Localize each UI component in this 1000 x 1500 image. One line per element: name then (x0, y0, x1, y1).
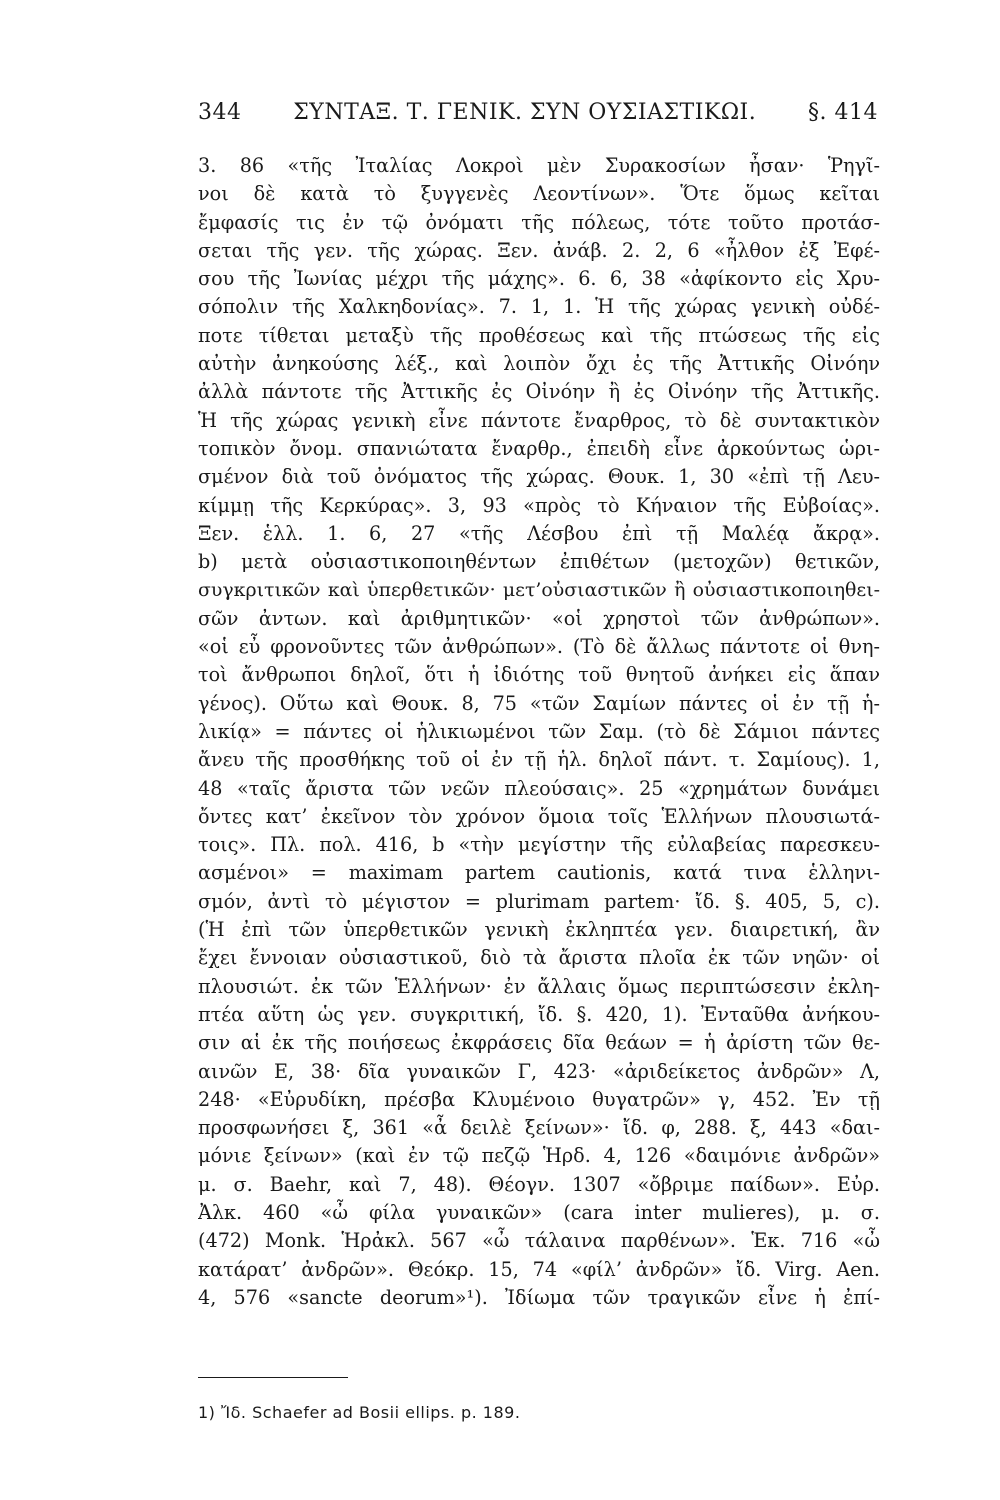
page-number: 344 (198, 100, 242, 125)
text-line: νοι δὲ κατὰ τὸ ξυγγενὲς Λεοντίνων». Ὅτε ὅμως κεῖται (198, 182, 880, 206)
text-line: προσφωνήσει ξ, 361 «ἆ δειλὲ ξείνων»· ἴδ. φ, 288. ξ, 443 «δαι- (198, 1116, 880, 1140)
text-line: 248· «Εὐρυδίκη, πρέσβα Κλυμένοιο θυγατρῶν» γ, 452. Ἐν τῇ (198, 1087, 880, 1111)
text-line: Ἡ τῆς χώρας γενικὴ εἶνε πάντοτε ἔναρθρος, τὸ δὲ συντακτικὸν (198, 408, 880, 432)
text-line: ποτε τίθεται μεταξὺ τῆς προθέσεως καὶ τῆς πτώσεως τῆς εἰς (198, 323, 880, 347)
text-line: ὄντες κατ’ ἐκεῖνον τὸν χρόνον ὅμοια τοῖς Ἑλλήνων πλουσιωτά- (198, 804, 880, 828)
section-number: §. 414 (808, 100, 878, 125)
text-line: (Ἡ ἐπὶ τῶν ὑπερθετικῶν γενικὴ ἐκληπτέα γεν. διαιρετική, ἂν (198, 918, 880, 942)
footnote: 1) Ἴδ. Schaefer ad Bosii ellips. p. 189. (198, 1403, 521, 1422)
text-line: πλουσιώτ. ἐκ τῶν Ἑλλήνων· ἐν ἄλλαις ὅμως περιπτώσεσιν ἐκλη- (198, 974, 880, 998)
text-line: Ἀλκ. 460 «ὦ φίλα γυναικῶν» (cara inter mulieres), μ. σ. (198, 1200, 880, 1224)
text-line: ασμένοι» = maximam partem cautionis, κατά τινα ἑλληνι- (198, 861, 880, 885)
text-line: μόνιε ξείνων» (καὶ ἐν τῷ πεζῷ Ἡρδ. 4, 126 «δαιμόνιε ἀνδρῶν» (198, 1144, 880, 1168)
running-title: ΣΥΝΤΑΞ. Τ. ΓΕΝΙΚ. ΣΥΝ ΟΥΣΙΑΣΤΙΚΩΙ. (293, 100, 757, 125)
text-line: κατάρατ’ ἀνδρῶν». Θεόκρ. 15, 74 «φίλ’ ἀνδρῶν» ἴδ. Virg. Aen. (198, 1257, 880, 1281)
text-line: σμόν, ἀντὶ τὸ μέγιστον = plurimam partem· ἴδ. §. 405, 5, c). (198, 889, 880, 913)
text-line: μ. σ. Baehr, καὶ 7, 48). Θέογν. 1307 «ὄβριμε παίδων». Εὐρ. (198, 1172, 880, 1196)
text-line: 3. 86 «τῆς Ἰταλίας Λοκροὶ μὲν Συρακοσίων ἦσαν· Ῥηγῖ- (198, 154, 880, 177)
text-line: σου τῆς Ἰωνίας μέχρι τῆς μάχης». 6. 6, 38 «ἀφίκοντο εἰς Χρυ- (198, 267, 880, 291)
text-line: τοπικὸν ὄνομ. σπανιώτατα ἔναρθρ., ἐπειδὴ εἶνε ἀρκούντως ὡρι- (198, 436, 880, 460)
text-line: ἀλλὰ πάντοτε τῆς Ἀττικῆς ἐς Οἰνόην ἢ ἐς Οἰνόην τῆς Ἀττικῆς. (198, 380, 880, 404)
text-line: 4, 576 «sancte deorum»¹). Ἰδίωμα τῶν τραγικῶν εἶνε ἡ ἐπί- (198, 1285, 880, 1309)
text-line: σόπολιν τῆς Χαλκηδονίας». 7. 1, 1. Ἡ τῆς χώρας γενικὴ οὐδέ- (198, 295, 880, 319)
text-line: σιν αἱ ἐκ τῆς ποιήσεως ἐκφράσεις δῖα θεάων = ἡ ἀρίστη τῶν θε- (198, 1031, 880, 1055)
text-line: αινῶν Ε, 38· δῖα γυναικῶν Γ, 423· «ἀριδείκετος ἀνδρῶν» Λ, (198, 1059, 880, 1083)
page-header (198, 100, 878, 125)
text-line: ἄνευ τῆς προσθήκης τοῦ οἱ ἐν τῇ ἡλ. δηλοῖ πάντ. τ. Σαμίους). 1, (198, 748, 880, 772)
text-line: πτέα αὕτη ὡς γεν. συγκριτική, ἴδ. §. 420, 1). Ἐνταῦθα ἀνήκου- (198, 1002, 880, 1026)
text-line: κίμμῃ τῆς Κερκύρας». 3, 93 «πρὸς τὸ Κήναιον τῆς Εὐβοίας». (198, 493, 880, 517)
text-line: ἔχει ἔννοιαν οὐσιαστικοῦ, διὸ τὰ ἄριστα πλοῖα ἐκ τῶν νηῶν· οἱ (198, 946, 880, 970)
text-line: Ξεν. ἑλλ. 1. 6, 27 «τῆς Λέσβου ἐπὶ τῇ Μαλέᾳ ἄκρᾳ». (198, 521, 880, 545)
text-line: 48 «ταῖς ἄριστα τῶν νεῶν πλεούσαις». 25 «χρημάτων δυνάμει (198, 776, 880, 800)
text-line: «οἱ εὖ φρονοῦντες τῶν ἀνθρώπων». (Τὸ δὲ ἄλλως πάντοτε οἱ θνη- (198, 635, 880, 659)
text-line: b) μετὰ οὐσιαστικοποιηθέντων ἐπιθέτων (μετοχῶν) θετικῶν, (198, 550, 880, 574)
text-line: σῶν ἀντων. καὶ ἀριθμητικῶν· «οἱ χρηστοὶ τῶν ἀνθρώπων». (198, 606, 880, 630)
text-line: ἔμφασίς τις ἐν τῷ ὀνόματι τῆς πόλεως, τότε τοῦτο προτάσ- (198, 210, 880, 234)
text-line: αὐτὴν ἀνηκούσης λέξ., καὶ λοιπὸν ὄχι ἐς τῆς Ἀττικῆς Οἰνόην (198, 352, 880, 376)
text-line: τοὶ ἄνθρωποι δηλοῖ, ὅτι ἡ ἰδιότης τοῦ θνητοῦ ἀνήκει εἰς ἅπαν (198, 663, 880, 687)
text-line: σεται τῆς γεν. τῆς χώρας. Ξεν. ἀνάβ. 2. 2, 6 «ἦλθον ἐξ Ἐφέ- (198, 238, 880, 262)
text-line: γένος). Οὕτω καὶ Θουκ. 8, 75 «τῶν Σαμίων πάντες οἱ ἐν τῇ ἡ- (198, 691, 880, 715)
text-line: τοις». Πλ. πολ. 416, b «τὴν μεγίστην τῆς εὐλαβείας παρεσκευ- (198, 833, 880, 857)
text-line: συγκριτικῶν καὶ ὑπερθετικῶν· μετ’οὐσιαστικῶν ἢ οὐσιαστικοποιηθει- (198, 579, 880, 602)
text-line: (472) Monk. Ἡρἀκλ. 567 «ὦ τάλαινα παρθένων». Ἑκ. 716 «ὦ (198, 1229, 880, 1253)
text-line: λικίᾳ» = πάντες οἱ ἡλικιωμένοι τῶν Σαμ. (τὸ δὲ Σάμιοι πάντες (198, 719, 880, 743)
footnote-divider (198, 1377, 348, 1378)
body-text (198, 152, 880, 1312)
text-line: σμένον διὰ τοῦ ὀνόματος τῆς χώρας. Θουκ. 1, 30 «ἐπὶ τῇ Λευ- (198, 465, 880, 489)
